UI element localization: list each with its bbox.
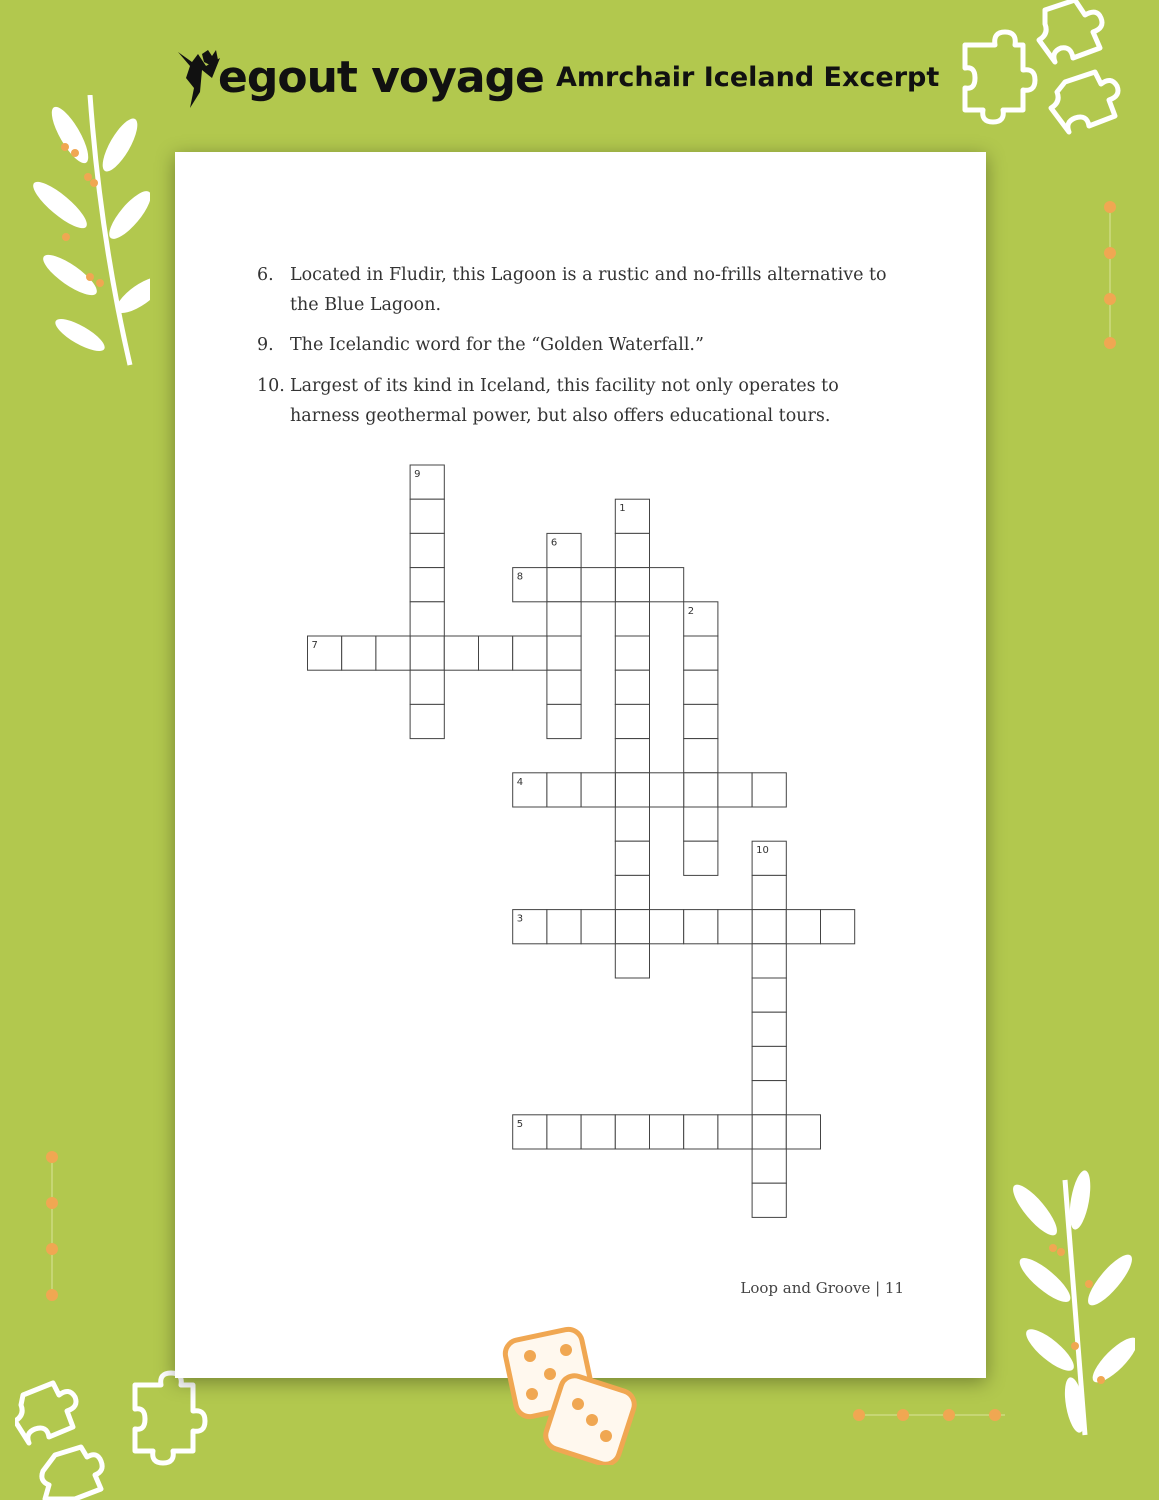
crossword-cell [684, 1115, 718, 1149]
crossword-cell [410, 568, 444, 602]
page-footer: Loop and Groove | 11 [740, 1279, 904, 1297]
crossword-cell [821, 910, 855, 944]
crossword-cell [513, 636, 547, 670]
crossword-cell [479, 636, 513, 670]
crossword-cell [752, 1012, 786, 1046]
crossword-cell [615, 533, 649, 567]
crossword-cell [650, 1115, 684, 1149]
crossword-cell [786, 1115, 820, 1149]
crossword-cell [752, 978, 786, 1012]
crossword-cell [684, 670, 718, 704]
crossword-clue-number: 4 [516, 776, 524, 788]
crossword-cell [444, 636, 478, 670]
crossword-cell [615, 807, 649, 841]
crossword-cell [581, 910, 615, 944]
crossword-cell [752, 1046, 786, 1080]
crossword-cell [581, 1115, 615, 1149]
crossword-cell [615, 875, 649, 909]
document-page [175, 152, 986, 1378]
crossword-cell [410, 602, 444, 636]
crossword-cell [684, 636, 718, 670]
crossword-cell [547, 704, 581, 738]
crossword-cell [342, 636, 376, 670]
crossword-cell [410, 636, 444, 670]
crossword-clue-number: 10 [756, 845, 769, 857]
page-subtitle: Amrchair Iceland Excerpt [556, 62, 940, 93]
crossword-cell [684, 841, 718, 875]
clue-number: 6. [257, 265, 274, 285]
dice-icon [500, 1320, 645, 1465]
crossword-cell [752, 1183, 786, 1217]
crossword-cell [752, 1149, 786, 1183]
crossword-cell [615, 773, 649, 807]
crossword-cell [615, 841, 649, 875]
crossword-cell [615, 944, 649, 978]
crossword-cell [615, 704, 649, 738]
crossword-clue-number: 8 [516, 571, 524, 583]
crossword-cell [376, 636, 410, 670]
crossword-clue-number: 1 [619, 503, 626, 515]
clue-text: Largest of its kind in Iceland, this facility not only operates to harness geothermal power, but also offers educational tours. [290, 376, 839, 426]
crossword-cell [752, 1115, 786, 1149]
crossword-cell [615, 1115, 649, 1149]
crossword-clue-number: 3 [516, 913, 524, 925]
crossword-cell [547, 636, 581, 670]
clue-text: Located in Fludir, this Lagoon is a rustic and no-frills alternative to the Blue Lagoon. [290, 265, 887, 315]
crossword-cell [684, 704, 718, 738]
puzzle-piece-icon [955, 0, 1155, 150]
crossword-cell [684, 807, 718, 841]
clue-text: The Icelandic word for the “Golden Waterfall.” [290, 335, 704, 355]
crossword-cell [650, 568, 684, 602]
crossword-cell [752, 773, 786, 807]
crossword-clue-number: 6 [550, 537, 558, 549]
crossword-cell [547, 568, 581, 602]
crossword-cell [650, 773, 684, 807]
crossword-clue-number: 5 [516, 1118, 524, 1130]
dot-string-icon [37, 1145, 67, 1310]
crossword-cell [615, 739, 649, 773]
crossword-clue-number: 2 [687, 605, 695, 617]
cat-logo-icon [172, 48, 224, 108]
crossword-cell [615, 568, 649, 602]
crossword-cell [615, 670, 649, 704]
crossword-clue-number: 7 [311, 640, 318, 651]
crossword-cell [684, 773, 718, 807]
crossword-cell [752, 875, 786, 909]
crossword-cell [752, 1081, 786, 1115]
crossword-cell [547, 910, 581, 944]
crossword-cell [718, 773, 752, 807]
crossword-clue-number: 9 [414, 469, 421, 480]
crossword-cell [581, 568, 615, 602]
crossword-cell [615, 910, 649, 944]
crossword-cell [752, 910, 786, 944]
crossword-cell [547, 602, 581, 636]
leaf-branch-icon [30, 95, 150, 375]
crossword-cell [410, 499, 444, 533]
crossword-cell [752, 944, 786, 978]
dot-string-icon [845, 1400, 1015, 1430]
brand-name: egout voyage [218, 52, 544, 103]
crossword-cell [547, 670, 581, 704]
crossword-grid [175, 152, 986, 1378]
crossword-cell [581, 773, 615, 807]
leaf-branch-icon [1005, 1170, 1135, 1440]
crossword-cell [410, 704, 444, 738]
crossword-cell [786, 910, 820, 944]
crossword-cell [547, 773, 581, 807]
crossword-cell [410, 533, 444, 567]
crossword-cell [684, 910, 718, 944]
crossword-cell [410, 670, 444, 704]
crossword-cell [718, 910, 752, 944]
crossword-cell [615, 636, 649, 670]
crossword-cell [718, 1115, 752, 1149]
crossword-cell [615, 602, 649, 636]
crossword-cell [547, 1115, 581, 1149]
crossword-cell [684, 739, 718, 773]
clue-number: 9. [257, 335, 274, 355]
clue-number: 10. [257, 376, 285, 396]
dot-string-icon [1095, 195, 1125, 365]
crossword-cell [650, 910, 684, 944]
